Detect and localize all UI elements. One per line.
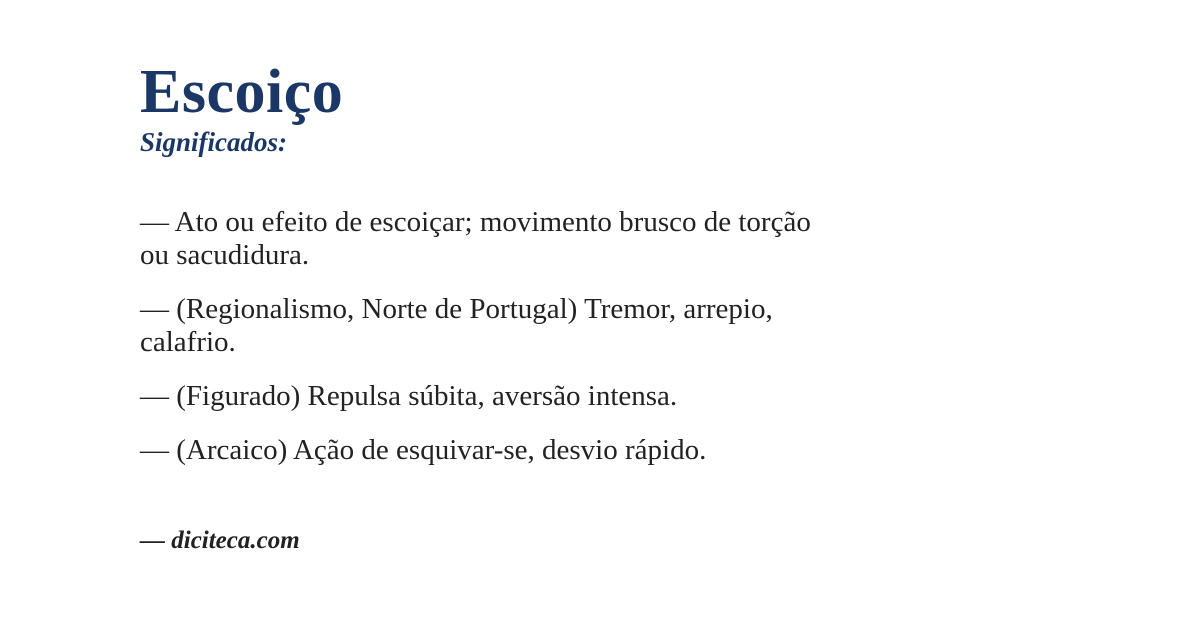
- definition-item: [140, 293, 1056, 359]
- definition-line: — (Figurado) Repulsa súbita, aversão intensa.: [140, 380, 678, 412]
- attribution: — diciteca.com: [140, 527, 300, 554]
- definitions-list: [140, 206, 1056, 467]
- definition-item: [140, 434, 1056, 467]
- word-title: Escoiço: [140, 58, 344, 126]
- definition-item: [140, 206, 1056, 272]
- definition-line: — (Regionalismo, Norte de Portugal) Tremor, arrepio,: [140, 293, 773, 325]
- definition-line: — Ato ou efeito de escoiçar; movimento brusco de torção: [140, 206, 811, 238]
- meanings-label: Significados:: [140, 127, 288, 157]
- definition-line: — (Arcaico) Ação de esquivar-se, desvio rápido.: [140, 434, 707, 466]
- definition-line: calafrio.: [140, 326, 236, 358]
- definition-item: [140, 380, 1056, 413]
- definition-line: ou sacudidura.: [140, 239, 310, 271]
